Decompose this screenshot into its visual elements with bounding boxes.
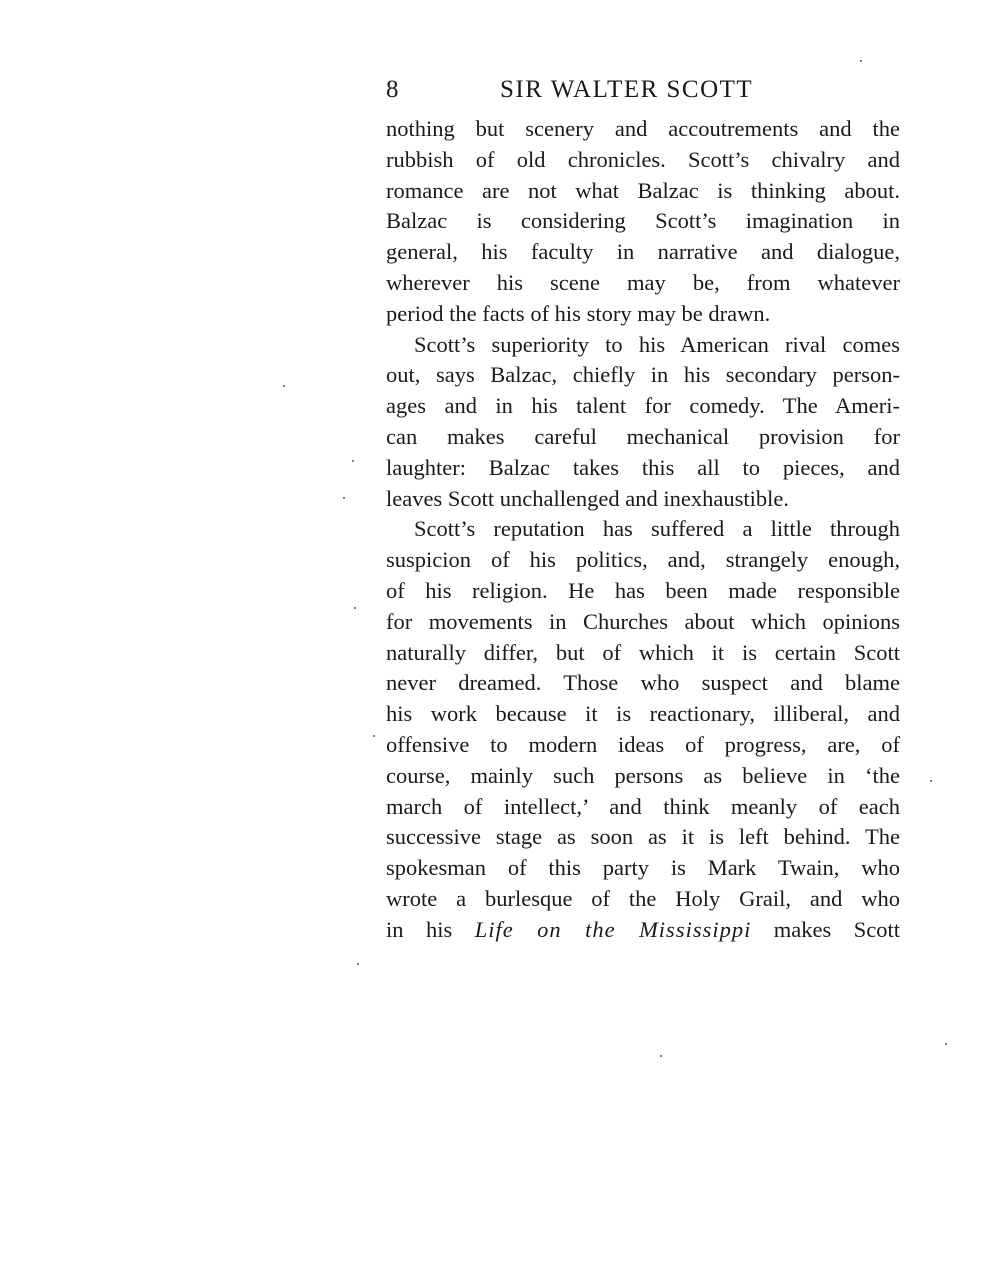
paragraph-2 — [386, 330, 900, 515]
text-line: Scott’s reputation has suffered a little through — [414, 516, 900, 542]
scan-speck — [283, 385, 285, 387]
running-head — [386, 72, 900, 108]
text-line: march of intellect,’ and think meanly of each — [386, 793, 900, 819]
text-line: course, mainly such persons as believe in ‘the — [386, 762, 900, 788]
text-line: Scott’s superiority to his American rival comes — [414, 331, 900, 357]
italic-book-title: Life on the Mississippi — [474, 916, 752, 942]
scan-speck — [373, 735, 375, 737]
text-line: romance are not what Balzac is thinking about. — [386, 177, 900, 203]
text-line: can makes careful mechanical provision for — [386, 423, 900, 449]
body-text — [386, 114, 900, 946]
text-line: rubbish of old chronicles. Scott’s chivalry and — [386, 146, 900, 172]
text-line: period the facts of his story may be drawn. — [386, 300, 771, 326]
text-line: wherever his scene may be, from whatever — [386, 269, 900, 295]
paragraph-1 — [386, 114, 900, 330]
page-number: 8 — [386, 76, 399, 103]
text-line: leaves Scott unchallenged and inexhaustible. — [386, 485, 790, 511]
text-line: successive stage as soon as it is left behind. The — [386, 824, 900, 850]
text-line-final — [386, 915, 900, 946]
text-line: naturally differ, but of which it is certain Scott — [386, 639, 900, 665]
text-line: out, says Balzac, chiefly in his secondary person- — [386, 362, 900, 388]
text-fragment: makes Scott — [751, 916, 901, 942]
text-line: suspicion of his politics, and, strangely enough, — [386, 547, 900, 573]
text-line: offensive to modern ideas of progress, are, of — [386, 731, 900, 757]
scan-speck — [357, 963, 359, 965]
text-line: Balzac is considering Scott’s imagination in — [386, 208, 900, 234]
text-line: his work because it is reactionary, illiberal, and — [386, 701, 900, 727]
text-line: ages and in his talent for comedy. The Ameri- — [386, 393, 900, 419]
scan-speck — [660, 1055, 662, 1057]
scan-speck — [352, 460, 354, 462]
running-title: SIR WALTER SCOTT — [500, 76, 754, 103]
scan-speck — [930, 780, 932, 782]
paragraph-3 — [386, 514, 900, 945]
text-line: laughter: Balzac takes this all to pieces, and — [386, 454, 900, 480]
text-line: never dreamed. Those who suspect and blame — [386, 670, 900, 696]
scan-speck — [343, 497, 345, 499]
book-page — [386, 72, 900, 946]
scan-speck — [354, 607, 356, 609]
text-line: nothing but scenery and accoutrements and the — [386, 116, 900, 141]
text-line: wrote a burlesque of the Holy Grail, and who — [386, 885, 900, 911]
text-line: of his religion. He has been made responsible — [386, 577, 900, 603]
scan-speck — [945, 1043, 947, 1045]
text-line: general, his faculty in narrative and dialogue, — [386, 239, 900, 265]
text-line: spokesman of this party is Mark Twain, who — [386, 855, 900, 881]
scan-speck — [860, 60, 862, 62]
text-line: for movements in Churches about which opinions — [386, 608, 900, 634]
text-fragment: in his — [386, 916, 475, 942]
